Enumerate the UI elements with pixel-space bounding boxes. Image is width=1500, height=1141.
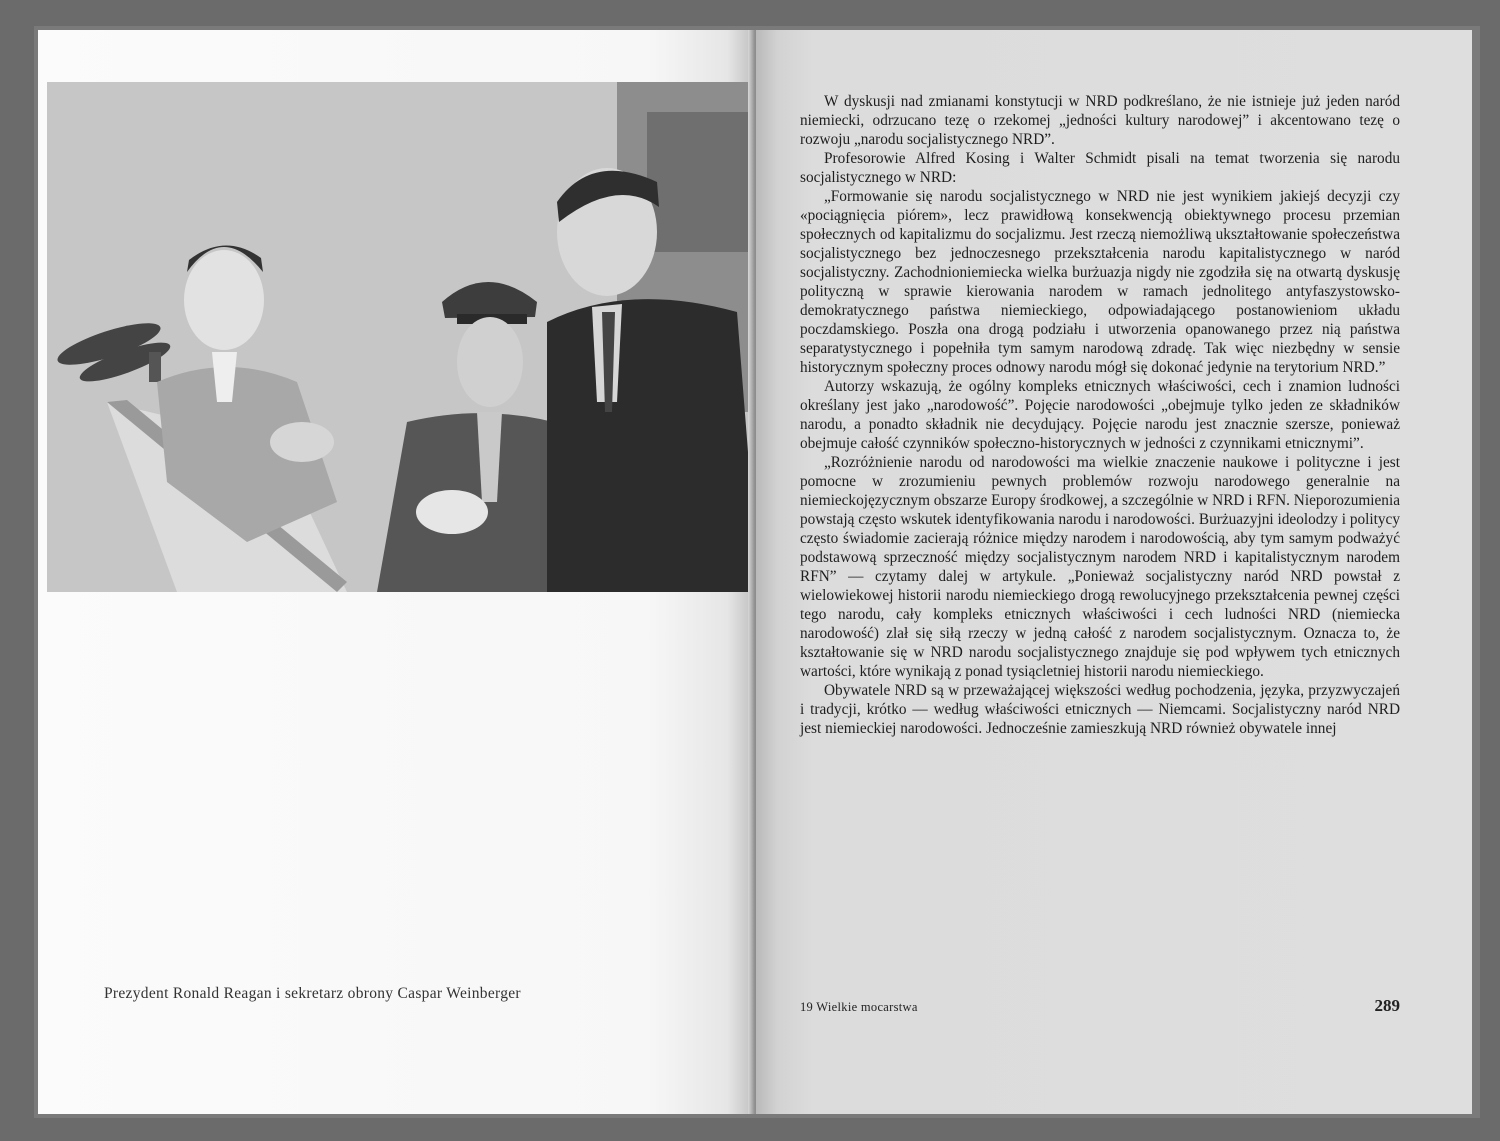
photo-caption: Prezydent Ronald Reagan i sekretarz obrony Caspar Weinberger (104, 985, 521, 1002)
paragraph: Autorzy wskazują, że ogólny kompleks etnicznych właściwości, cech i znamion ludności określany jest jako „narodowość”. Pojęcie narodowości „obejmuje tylko jeden ze składników narodu, a ponadto składnik nie decydujący. Pojęcie narodu jest znacznie szersze, ponieważ obejmuje całość czynników społeczno-historycznych w jedności z czynnikami etnicznymi”. (800, 378, 1400, 452)
left-page (38, 30, 756, 1114)
paragraph: Obywatele NRD są w przeważającej większości według pochodzenia, języka, przyzwyczajeń i tradycji, krótko — według właściwości etnicznych — Niemcami. Socjalistyczny naród NRD jest niemieckiej narodowości. Jednocześnie zamieszkują NRD również obywatele innej (800, 682, 1400, 737)
page-number: 289 (1374, 996, 1400, 1015)
photo-illustration (47, 82, 759, 592)
paragraph: Profesorowie Alfred Kosing i Walter Schmidt pisali na temat tworzenia się narodu socjalistycznego w NRD: (800, 150, 1400, 186)
paragraph: „Rozróżnienie narodu od narodowości ma wielkie znaczenie naukowe i polityczne i jest pomocne w zrozumieniu pewnych problemów rozwoju narodowego generalnie na niemieckojęzycznym obszarze Europy środkowej, a szczególnie w NRD i RFN. Nieporozumienia powstają często wskutek identyfikowania narodu i narodowości. Burżuazyjni ideolodzy i politycy często świadomie zacierają różnice między narodem i narodowością, aby tym samym podważyć podstawową sprzeczność między socjalistycznym narodem NRD i kapitalistycznym narodem RFN” — czytamy dalej w artykule. „Ponieważ socjalistyczny naród NRD powstał z wielowiekowej historii narodu niemieckiego drogą rewolucyjnego przekształcenia pewnej części tego narodu, cały kompleks etnicznych właściwości i cech ludności NRD (niemiecka narodowość) zlał się siłą rzeczy w jedną całość z narodem socjalistycznym. Oznacza to, że kształtowanie się w NRD narodu socjalistycznego znajduje się pod wpływem tych etnicznych wartości, które wynikają z ponad tysiącletniej historii narodu niemieckiego. (800, 454, 1400, 680)
signature-mark: 19 Wielkie mocarstwa (800, 1000, 918, 1014)
body-text (800, 92, 1400, 738)
page-footer (800, 996, 1400, 1020)
right-page (756, 30, 1472, 1114)
page-photo (47, 82, 759, 592)
paragraph: „Formowanie się narodu socjalistycznego w NRD nie jest wynikiem jakiejś decyzji czy «pociągnięcia piórem», lecz prawidłową konsekwencją obiektywnego procesu przemian społecznych od kapitalizmu do socjalizmu. Jest rzeczą niemożliwą ukształtowanie społeczeństwa socjalistycznego bez jednoczesnego przekształcenia narodu kapitalistycznego w naród socjalistyczny. Zachodnioniemiecka wielka burżuazja nigdy nie zgodziła się na otwartą dyskusję polityczną w sprawie kierowania narodem w ramach jednolitego antyfaszystowsko-demokratycznego państwa niemieckiego, odpowiadającego postanowieniom układu poczdamskiego. Poszła ona drogą podziału i utworzenia opanowanego przez nią państwa separatystycznego i popełniła tym samym narodową zdradę. Tak więc niezbędny w sensie historycznym społeczny proces odnowy narodu mógł się dokonać jedynie na terytorium NRD.” (800, 188, 1400, 376)
paragraph: W dyskusji nad zmianami konstytucji w NRD podkreślano, że nie istnieje już jeden naród niemiecki, odrzucano tezę o rzekomej „jedności kultury narodowej” i akcentowano tezę o rozwoju „narodu socjalistycznego NRD”. (800, 93, 1400, 148)
